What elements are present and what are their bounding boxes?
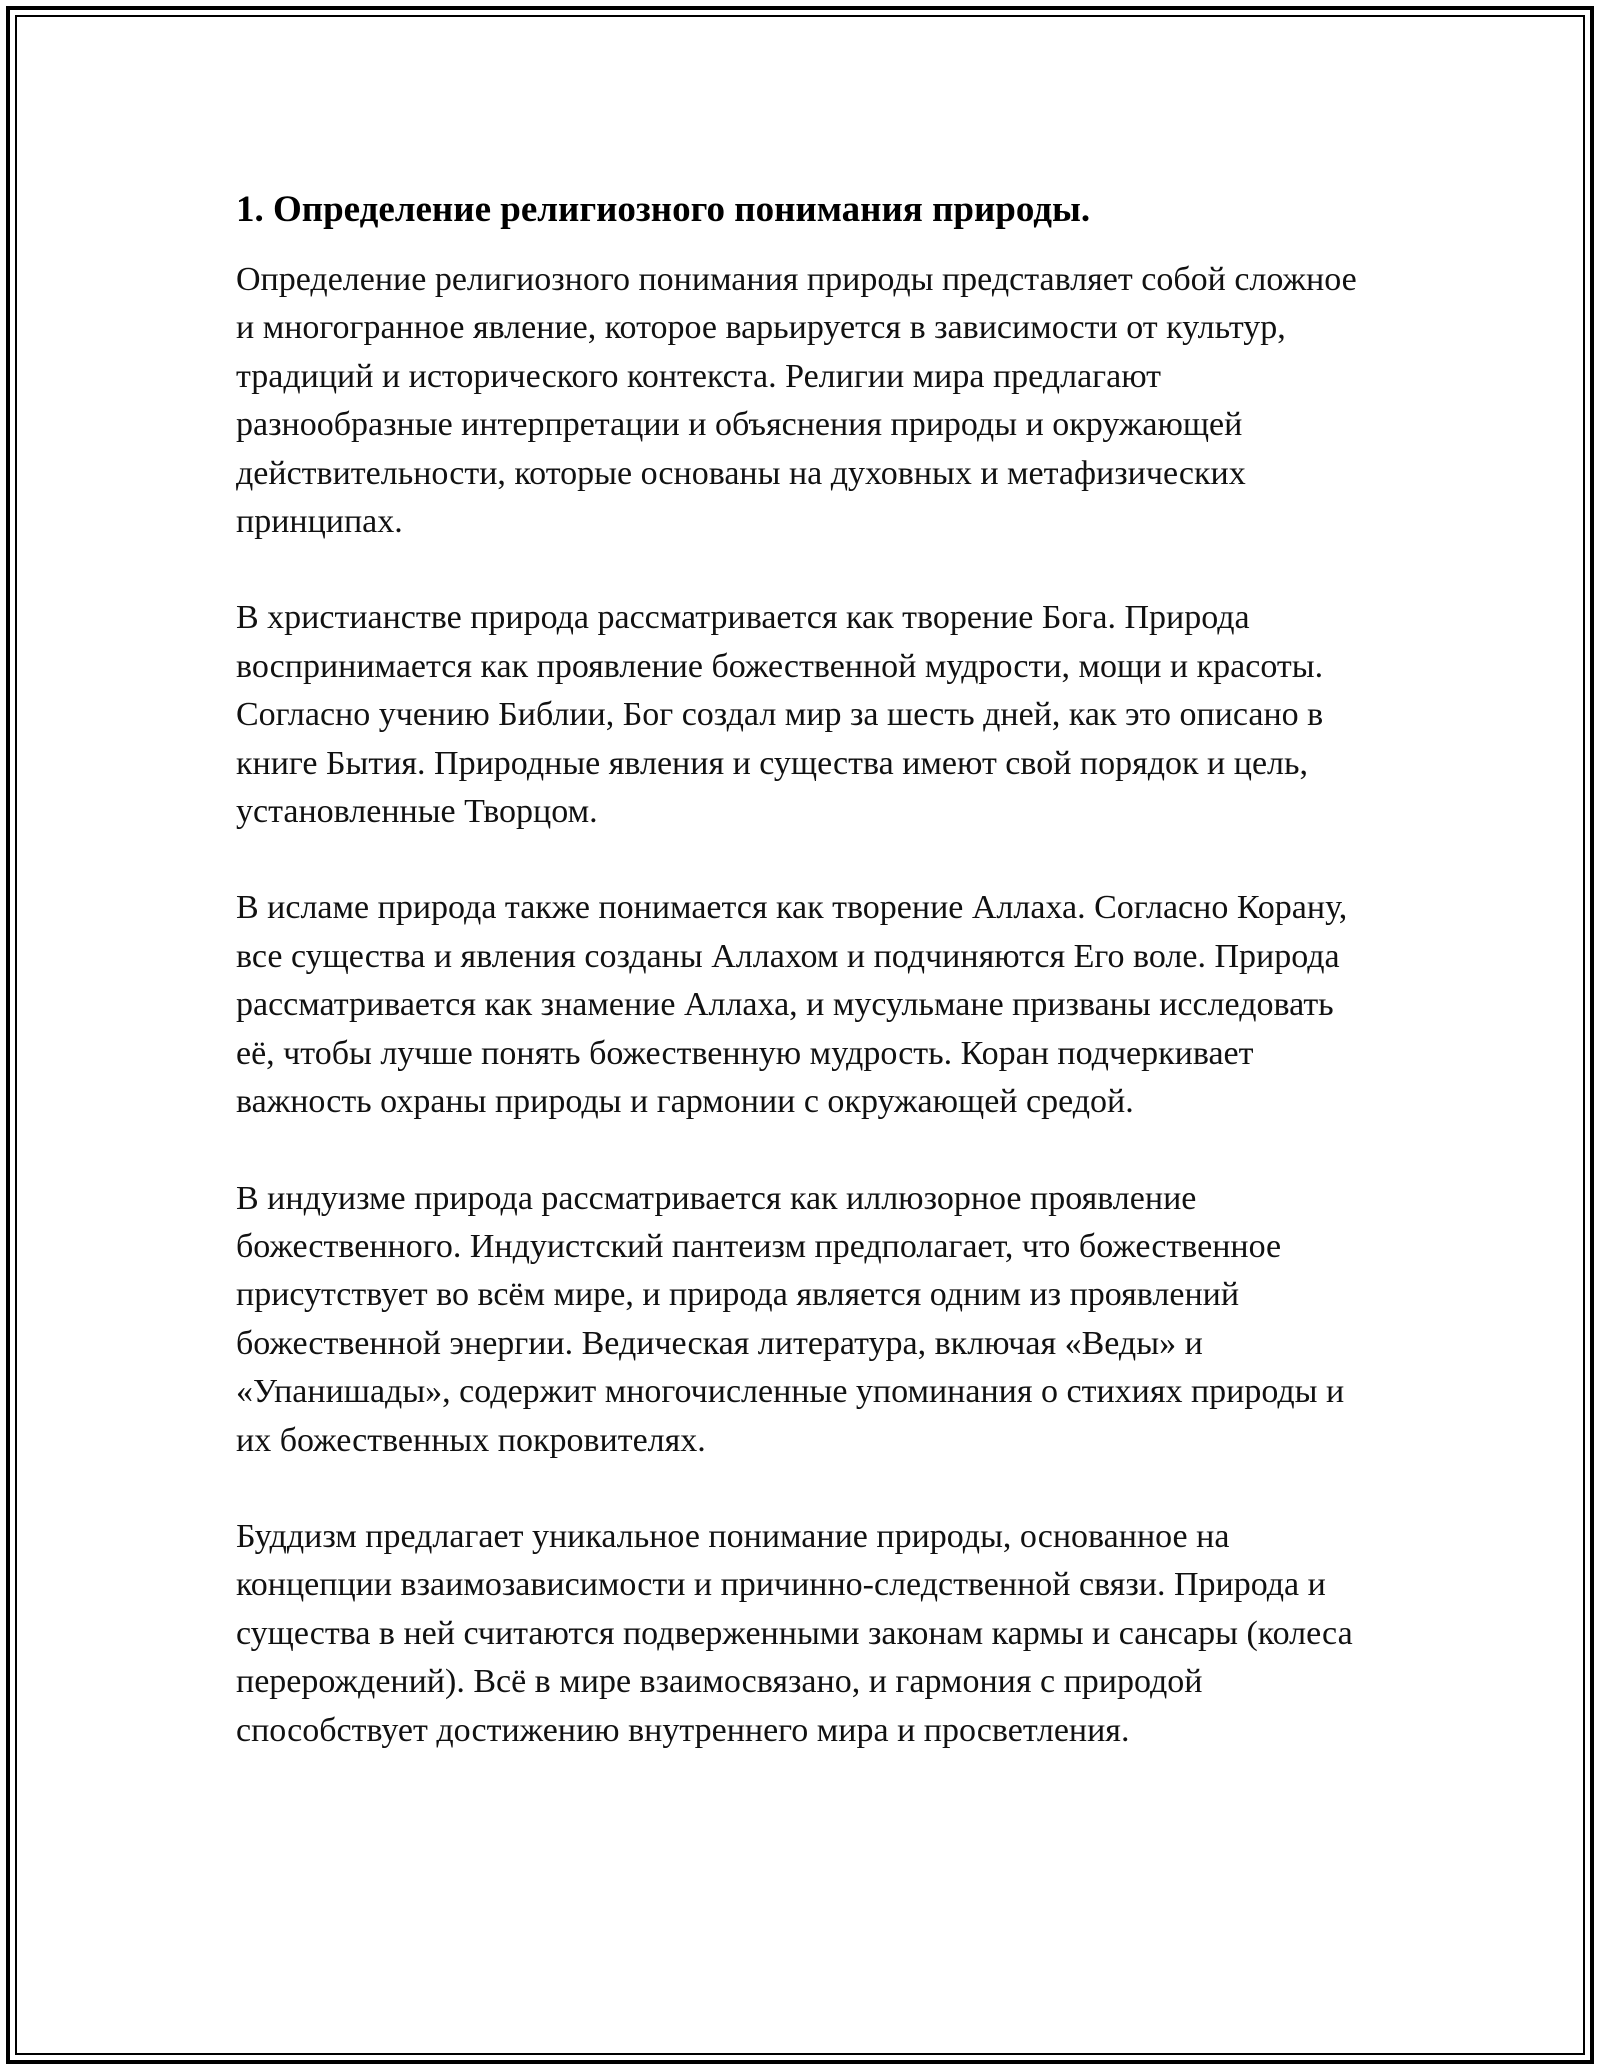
document-body (236, 186, 1366, 1803)
paragraph-christianity: В христианстве природа рассматривается как творение Бога. Природа воспринимается как проявление божественной мудрости, мощи и красоты. Согласно учению Библии, Бог создал мир за шесть дней, как это описано в книге Бытия. Природные явления и существа имеют свой порядок и цель, установленные Творцом. (236, 599, 1324, 831)
paragraph-islam: В исламе природа также понимается как творение Аллаха. Согласно Корану, все существа и явления созданы Аллахом и подчиняются Его воле. Природа рассматривается как знамение Аллаха, и мусульмане призваны исследовать её, чтобы лучше понять божественную мудрость. Коран подчеркивает важность охраны природы и гармонии с окружающей средой. (236, 889, 1348, 1121)
paragraph-hinduism: В индуизме природа рассматривается как иллюзорное проявление божественного. Индуистский пантеизм предполагает, что божественное присутствует во всём мире, и природа является одним из проявлений божественной энергии. Ведическая литература, включая «Веды» и «Упанишады», содержит многочисленные упоминания о стихиях природы и их божественных покровителях. (236, 1179, 1345, 1459)
paragraph-intro: Определение религиозного понимания природы представляет собой сложное и многогранное явление, которое варьируется в зависимости от культур, традиций и исторического контекста. Религии мира предлагают разнообразные интерпретации и объяснения природы и окружающей действительности, которые основаны на духовных и метафизических принципах. (236, 261, 1357, 541)
paragraph-buddhism: Буддизм предлагает уникальное понимание природы, основанное на концепции взаимозависимости и причинно-следственной связи. Природа и существа в ней считаются подверженными законам кармы и сансары (колеса перерождений). Всё в мире взаимосвязано, и гармония с природой способствует достижению внутреннего мира и просветления. (236, 1517, 1353, 1749)
section-heading: 1. Определение религиозного понимания природы. (236, 189, 1091, 230)
